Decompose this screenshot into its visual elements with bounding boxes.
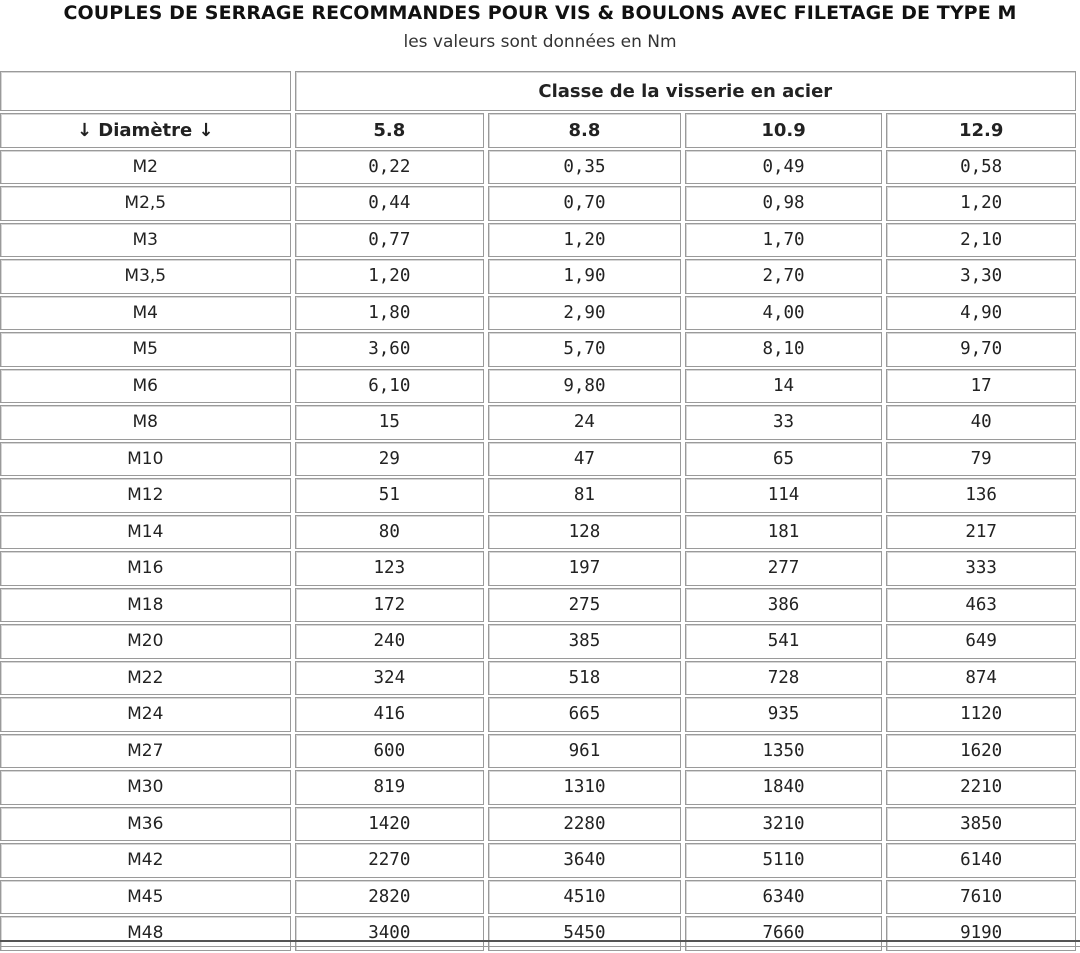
table-row	[0, 223, 1076, 258]
torque-value-cell: 1,80	[295, 296, 485, 331]
torque-value-cell: 15	[295, 405, 485, 440]
torque-value-cell: 1350	[685, 734, 883, 769]
class-header: 8.8	[488, 113, 681, 148]
torque-value-cell: 14	[685, 369, 883, 404]
diameter-cell: M4	[0, 296, 291, 331]
torque-value-cell: 333	[886, 551, 1076, 586]
torque-value-cell: 9,80	[488, 369, 681, 404]
torque-value-cell: 123	[295, 551, 485, 586]
table-row	[0, 843, 1076, 878]
torque-value-cell: 24	[488, 405, 681, 440]
torque-value-cell: 2270	[295, 843, 485, 878]
torque-value-cell: 9,70	[886, 332, 1076, 367]
torque-value-cell: 8,10	[685, 332, 883, 367]
torque-value-cell: 416	[295, 697, 485, 732]
torque-value-cell: 2820	[295, 880, 485, 915]
table-row	[0, 259, 1076, 294]
diameter-cell: M3,5	[0, 259, 291, 294]
torque-value-cell: 385	[488, 624, 681, 659]
diameter-cell: M30	[0, 770, 291, 805]
torque-value-cell: 47	[488, 442, 681, 477]
group-header-row	[0, 71, 1076, 111]
torque-value-cell: 6140	[886, 843, 1076, 878]
torque-value-cell: 80	[295, 515, 485, 550]
torque-table	[0, 69, 1080, 953]
torque-value-cell: 0,98	[685, 186, 883, 221]
steel-class-group-header: Classe de la visserie en acier	[295, 71, 1076, 111]
table-row	[0, 697, 1076, 732]
table-row	[0, 332, 1076, 367]
torque-value-cell: 2,10	[886, 223, 1076, 258]
class-header: 12.9	[886, 113, 1076, 148]
table-row	[0, 588, 1076, 623]
page-subtitle: les valeurs sont données en Nm	[403, 32, 677, 52]
torque-value-cell: 65	[685, 442, 883, 477]
table-row	[0, 624, 1076, 659]
torque-value-cell: 0,70	[488, 186, 681, 221]
torque-value-cell: 0,49	[685, 150, 883, 185]
diameter-cell: M16	[0, 551, 291, 586]
torque-value-cell: 935	[685, 697, 883, 732]
torque-value-cell: 1310	[488, 770, 681, 805]
torque-value-cell: 728	[685, 661, 883, 696]
torque-value-cell: 3850	[886, 807, 1076, 842]
torque-value-cell: 33	[685, 405, 883, 440]
torque-value-cell: 40	[886, 405, 1076, 440]
diameter-cell: M10	[0, 442, 291, 477]
torque-value-cell: 29	[295, 442, 485, 477]
torque-value-cell: 5450	[488, 916, 681, 951]
torque-value-cell: 3,60	[295, 332, 485, 367]
diameter-cell: M8	[0, 405, 291, 440]
torque-value-cell: 17	[886, 369, 1076, 404]
torque-value-cell: 0,35	[488, 150, 681, 185]
class-header: 5.8	[295, 113, 485, 148]
diameter-cell: M45	[0, 880, 291, 915]
diameter-cell: M27	[0, 734, 291, 769]
torque-value-cell: 819	[295, 770, 485, 805]
torque-value-cell: 81	[488, 478, 681, 513]
class-header: 10.9	[685, 113, 883, 148]
page-title: COUPLES DE SERRAGE RECOMMANDES POUR VIS & BOULONS AVEC FILETAGE DE TYPE M	[63, 2, 1017, 24]
torque-value-cell: 541	[685, 624, 883, 659]
diameter-cell: M18	[0, 588, 291, 623]
torque-value-cell: 2210	[886, 770, 1076, 805]
torque-value-cell: 128	[488, 515, 681, 550]
diameter-cell: M6	[0, 369, 291, 404]
torque-value-cell: 518	[488, 661, 681, 696]
class-header-row	[0, 113, 1076, 148]
torque-value-cell: 463	[886, 588, 1076, 623]
torque-value-cell: 1,90	[488, 259, 681, 294]
torque-value-cell: 4,00	[685, 296, 883, 331]
diameter-cell: M48	[0, 916, 291, 951]
diameter-cell: M5	[0, 332, 291, 367]
torque-value-cell: 275	[488, 588, 681, 623]
torque-value-cell: 172	[295, 588, 485, 623]
torque-value-cell: 277	[685, 551, 883, 586]
torque-value-cell: 4510	[488, 880, 681, 915]
torque-value-cell: 1,70	[685, 223, 883, 258]
table-row	[0, 661, 1076, 696]
torque-table-body	[0, 150, 1076, 951]
torque-value-cell: 2,90	[488, 296, 681, 331]
torque-value-cell: 874	[886, 661, 1076, 696]
torque-value-cell: 197	[488, 551, 681, 586]
table-row	[0, 551, 1076, 586]
torque-value-cell: 600	[295, 734, 485, 769]
torque-value-cell: 0,77	[295, 223, 485, 258]
table-row	[0, 405, 1076, 440]
torque-value-cell: 114	[685, 478, 883, 513]
torque-table-container	[0, 69, 1080, 953]
empty-corner-cell	[0, 71, 291, 111]
torque-value-cell: 3,30	[886, 259, 1076, 294]
torque-value-cell: 181	[685, 515, 883, 550]
torque-value-cell: 136	[886, 478, 1076, 513]
table-row	[0, 478, 1076, 513]
torque-value-cell: 6340	[685, 880, 883, 915]
diameter-cell: M2,5	[0, 186, 291, 221]
torque-value-cell: 649	[886, 624, 1076, 659]
diameter-cell: M22	[0, 661, 291, 696]
table-row	[0, 369, 1076, 404]
torque-value-cell: 1,20	[488, 223, 681, 258]
torque-value-cell: 217	[886, 515, 1076, 550]
torque-value-cell: 5,70	[488, 332, 681, 367]
torque-value-cell: 4,90	[886, 296, 1076, 331]
table-row	[0, 296, 1076, 331]
torque-value-cell: 1620	[886, 734, 1076, 769]
torque-value-cell: 386	[685, 588, 883, 623]
torque-value-cell: 0,22	[295, 150, 485, 185]
diameter-cell: M42	[0, 843, 291, 878]
torque-value-cell: 3400	[295, 916, 485, 951]
table-row	[0, 442, 1076, 477]
torque-value-cell: 1,20	[295, 259, 485, 294]
diameter-cell: M3	[0, 223, 291, 258]
diameter-header: ↓ Diamètre ↓	[0, 113, 291, 148]
torque-value-cell: 1840	[685, 770, 883, 805]
torque-value-cell: 0,44	[295, 186, 485, 221]
diameter-cell: M2	[0, 150, 291, 185]
torque-value-cell: 324	[295, 661, 485, 696]
torque-value-cell: 3210	[685, 807, 883, 842]
diameter-cell: M20	[0, 624, 291, 659]
torque-value-cell: 79	[886, 442, 1076, 477]
torque-value-cell: 2280	[488, 807, 681, 842]
torque-value-cell: 6,10	[295, 369, 485, 404]
table-row	[0, 734, 1076, 769]
diameter-cell: M36	[0, 807, 291, 842]
diameter-cell: M12	[0, 478, 291, 513]
table-row	[0, 186, 1076, 221]
table-row	[0, 880, 1076, 915]
torque-value-cell: 3640	[488, 843, 681, 878]
torque-value-cell: 7610	[886, 880, 1076, 915]
torque-value-cell: 2,70	[685, 259, 883, 294]
torque-value-cell: 0,58	[886, 150, 1076, 185]
torque-value-cell: 51	[295, 478, 485, 513]
table-row	[0, 807, 1076, 842]
table-row	[0, 515, 1076, 550]
torque-value-cell: 7660	[685, 916, 883, 951]
torque-value-cell: 1,20	[886, 186, 1076, 221]
torque-value-cell: 5110	[685, 843, 883, 878]
torque-value-cell: 1120	[886, 697, 1076, 732]
diameter-cell: M14	[0, 515, 291, 550]
table-row	[0, 770, 1076, 805]
torque-value-cell: 961	[488, 734, 681, 769]
diameter-cell: M24	[0, 697, 291, 732]
table-row	[0, 150, 1076, 185]
torque-value-cell: 1420	[295, 807, 485, 842]
torque-value-cell: 9190	[886, 916, 1076, 951]
torque-value-cell: 665	[488, 697, 681, 732]
torque-value-cell: 240	[295, 624, 485, 659]
